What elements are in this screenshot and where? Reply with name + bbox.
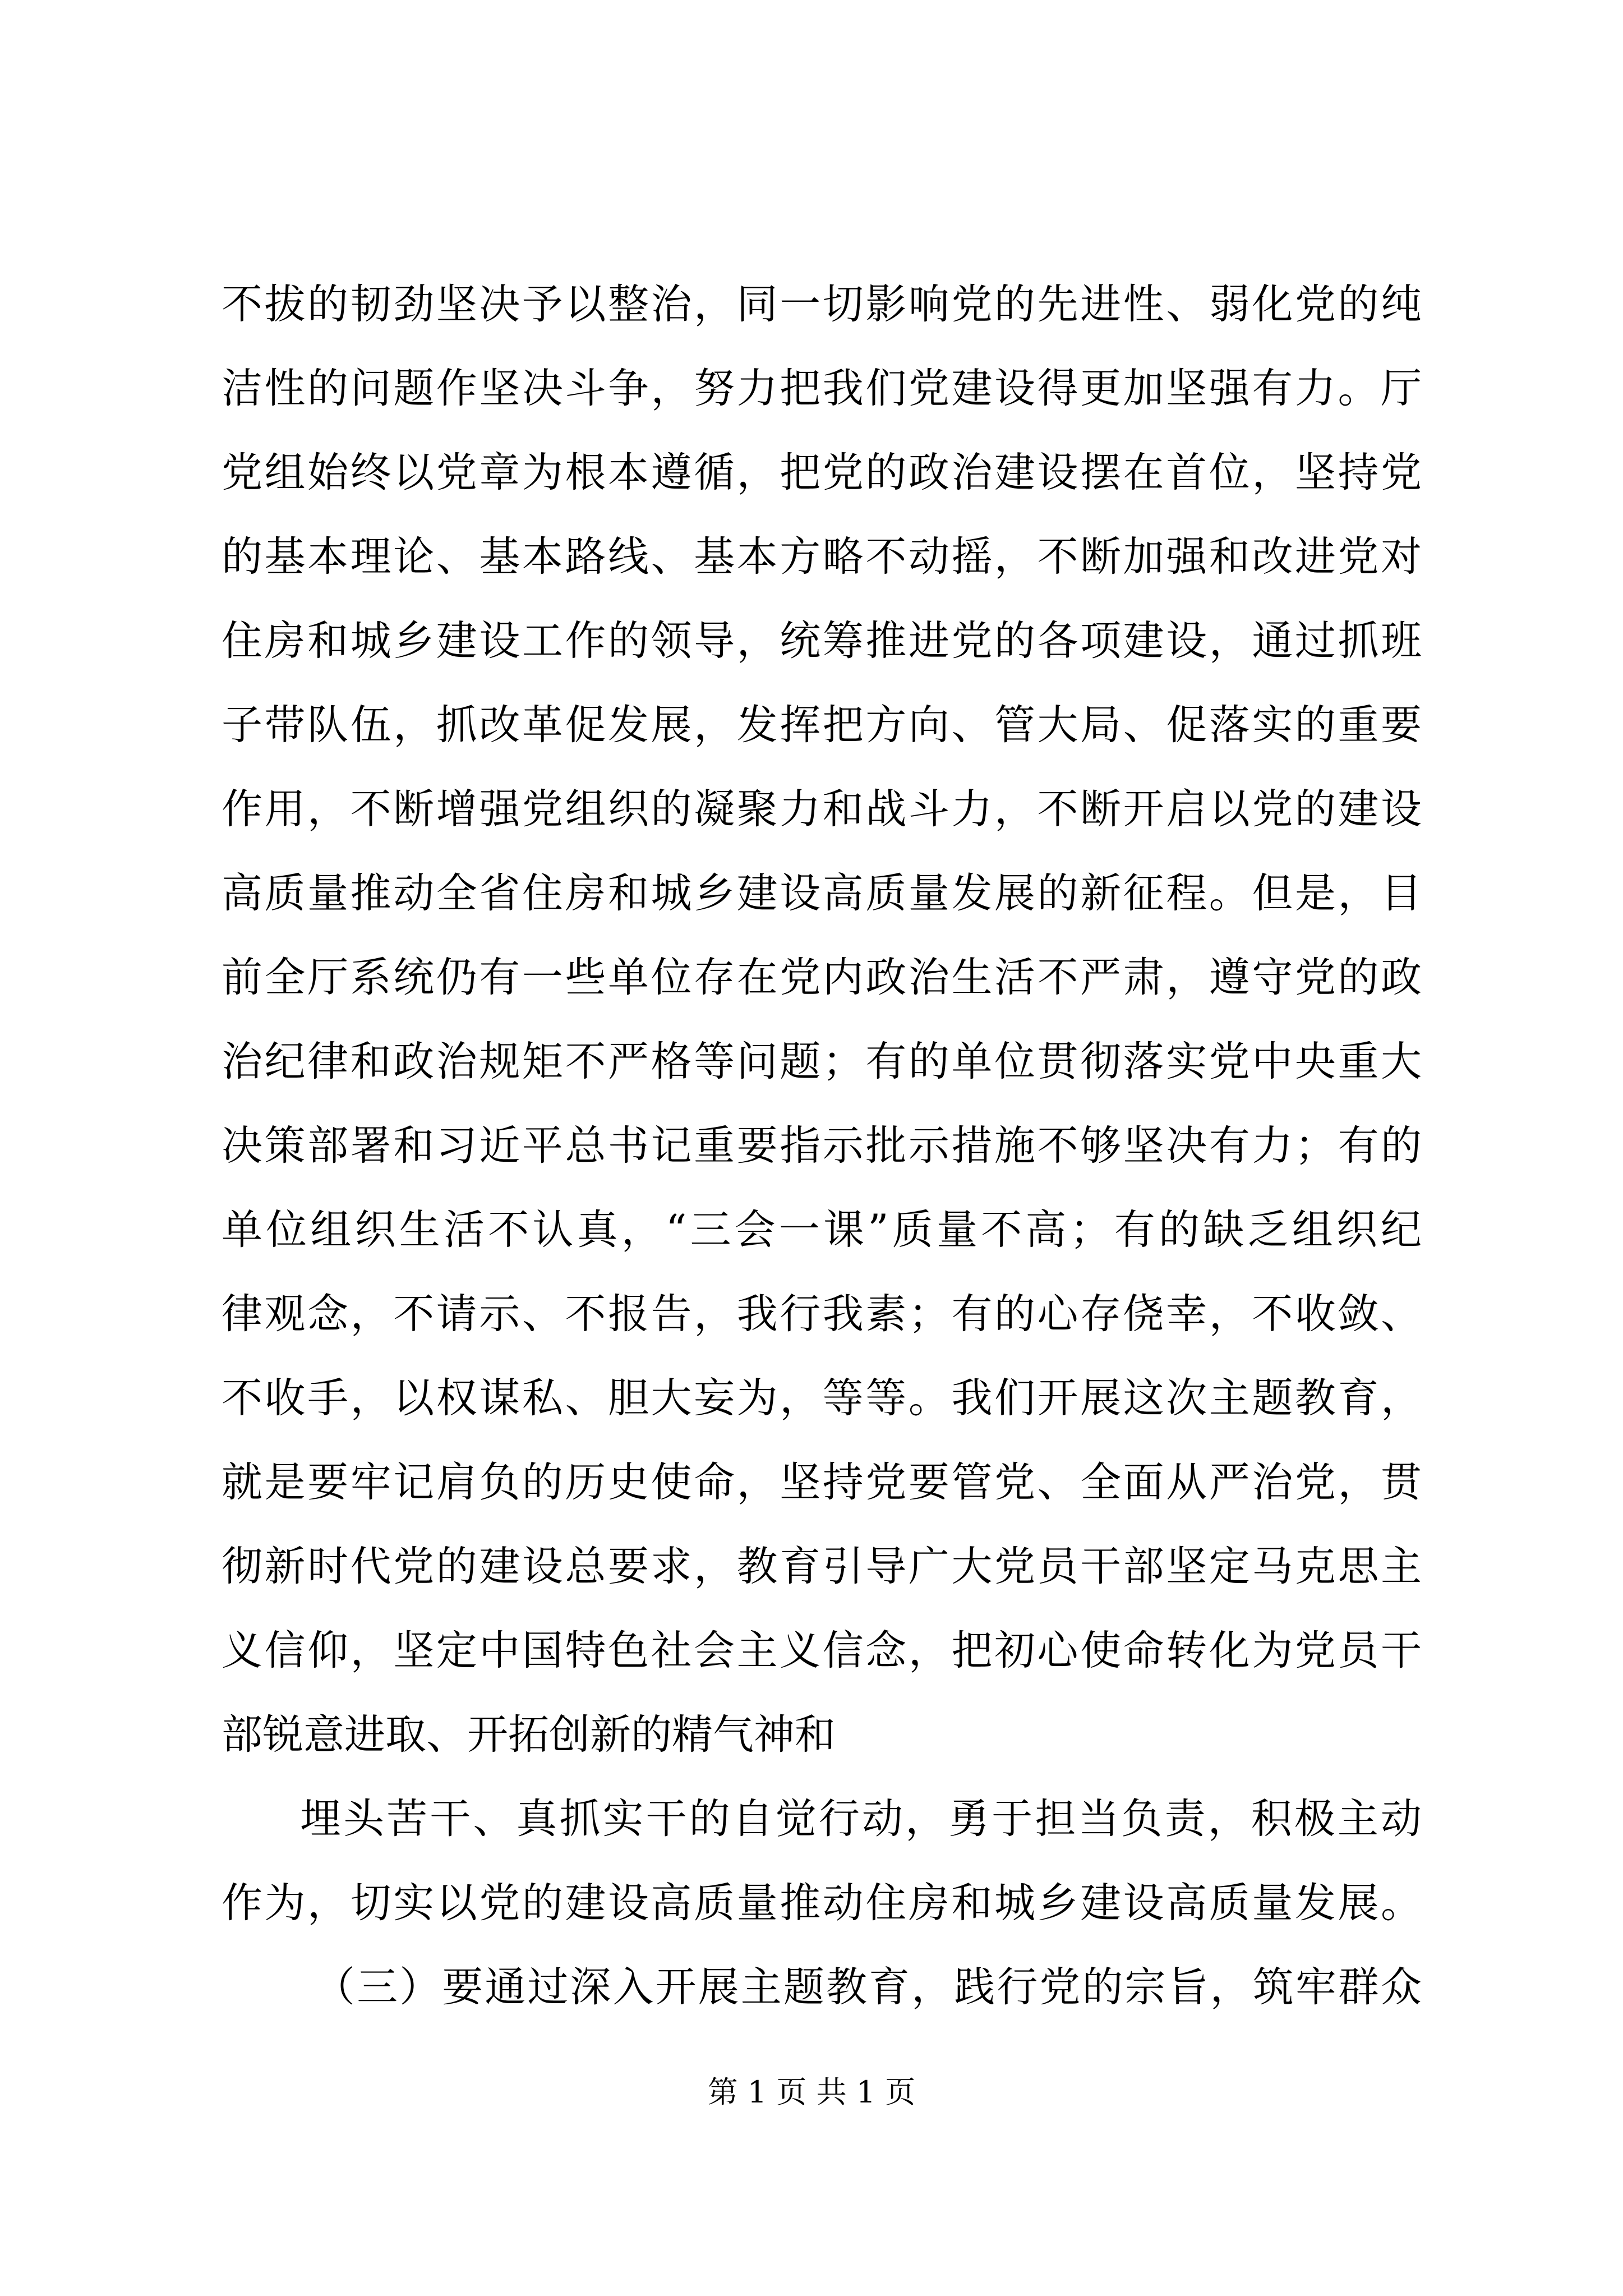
text-line: 作为，切实以党的建设高质量推动住房和城乡建设高质量发展。: [222, 1879, 1422, 1927]
section-heading-line: （三）要通过深入开展主题教育，践行党的宗旨，筑牢群众: [314, 1963, 1422, 2011]
body-text: [222, 263, 1422, 2030]
text-line: 不收手，以权谋私、胆大妄为，等等。我们开展这次主题教育，: [222, 1374, 1422, 1422]
text-line: 子带队伍，抓改革促发展，发挥把方向、管大局、促落实的重要: [222, 701, 1422, 749]
text-line: 不拔的韧劲坚决予以整治，同一切影响党的先进性、弱化党的纯: [222, 280, 1422, 328]
text-line: 彻新时代党的建设总要求，教育引导广大党员干部坚定马克思主: [222, 1543, 1422, 1590]
text-line: 单位组织生活不认真，“三会一课”质量不高；有的缺乏组织纪: [222, 1206, 1422, 1254]
text-line: 住房和城乡建设工作的领导，统筹推进党的各项建设，通过抓班: [222, 617, 1422, 665]
text-line: 埋头苦干、真抓实干的自觉行动，勇于担当负责，积极主动: [300, 1795, 1422, 1843]
text-line: 的基本理论、基本路线、基本方略不动摇，不断加强和改进党对: [222, 533, 1422, 581]
text-line: 治纪律和政治规矩不严格等问题；有的单位贯彻落实党中央重大: [222, 1038, 1422, 1085]
text-line: 党组始终以党章为根本遵循，把党的政治建设摆在首位，坚持党: [222, 449, 1422, 496]
text-line: 就是要牢记肩负的历史使命，坚持党要管党、全面从严治党，贯: [222, 1458, 1422, 1506]
text-line: 高质量推动全省住房和城乡建设高质量发展的新征程。但是，目: [222, 869, 1422, 917]
text-line: 义信仰，坚定中国特色社会主义信念，把初心使命转化为党员干: [222, 1627, 1422, 1674]
text-line: 部锐意进取、开拓创新的精气神和: [222, 1711, 836, 1759]
text-line: 洁性的问题作坚决斗争，努力把我们党建设得更加坚强有力。厅: [222, 365, 1422, 412]
text-line: 作用，不断增强党组织的凝聚力和战斗力，不断开启以党的建设: [222, 785, 1422, 833]
text-line: 律观念，不请示、不报告，我行我素；有的心存侥幸，不收敛、: [222, 1290, 1422, 1338]
text-line: 前全厅系统仍有一些单位存在党内政治生活不严肃，遵守党的政: [222, 954, 1422, 1001]
text-line: 决策部署和习近平总书记重要指示批示措施不够坚决有力；有的: [222, 1122, 1422, 1170]
page-footer: 第 1 页 共 1 页: [707, 2074, 916, 2110]
